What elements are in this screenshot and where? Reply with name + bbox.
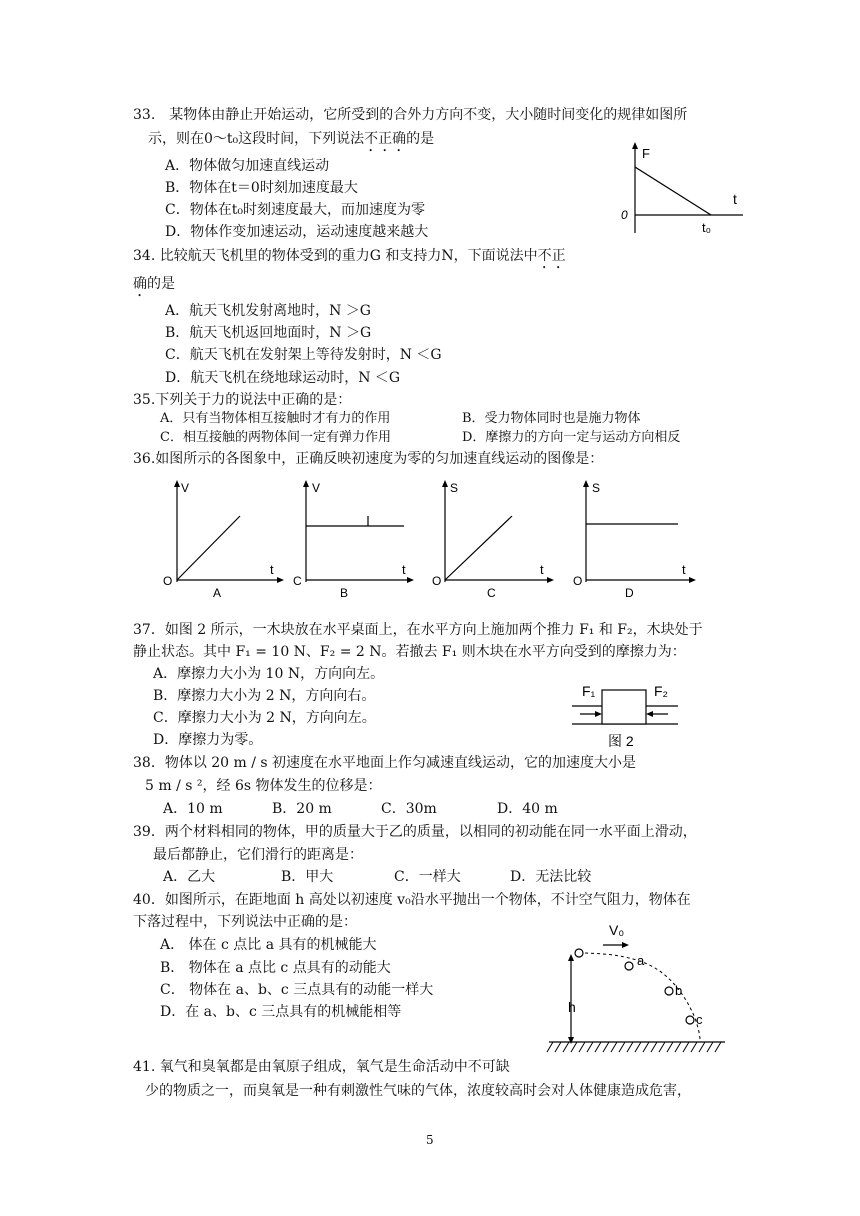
- q36-b-caption: B: [340, 586, 349, 600]
- q33-line1: 33. 某物体由静止开始运动，它所受到的合外力方向不变，大小随时间变化的规律如图所: [133, 107, 688, 123]
- q38-line2: 5 m / s ²，经 6s 物体发生的位移是：: [145, 778, 382, 794]
- q37-f1-label: F₁: [582, 683, 596, 699]
- q38-option-a: A．10 m: [163, 801, 223, 817]
- q34-option-b: B．航天飞机返回地面时，N ＞G: [165, 325, 372, 341]
- q36-line1: 36.如图所示的各图象中，正确反映初速度为零的匀加速直线运动的图像是：: [133, 451, 604, 467]
- q40-line2: 下落过程中，下列说法中正确的是：: [133, 914, 357, 930]
- q40-option-b: B． 物体在 a 点比 c 点具有的动能大: [160, 960, 391, 976]
- q40-point-c-label: c: [696, 1012, 703, 1027]
- q37-f2-label: F₂: [654, 683, 668, 699]
- q33-graph-y-label: F: [642, 146, 650, 161]
- q36-c-x-label: t: [540, 562, 544, 577]
- page-number: 5: [426, 1133, 434, 1147]
- q36-a-y-label: V: [181, 481, 190, 495]
- q36-b-y-label: V: [312, 481, 321, 495]
- q35-option-c: C．相互接触的两物体间一定有弹力作用: [160, 430, 391, 445]
- q36-a-caption: A: [213, 586, 222, 600]
- q40-point-b-label: b: [675, 983, 683, 998]
- q34-line2-post: 的是: [147, 276, 175, 292]
- q36-graph-b: [290, 476, 415, 601]
- q36-a-x-label: t: [270, 562, 274, 577]
- q36-c-y-label: S: [450, 481, 459, 495]
- q34-emphasis-1: 不正: [537, 248, 566, 264]
- q36-d-y-label: S: [592, 481, 601, 495]
- q34-option-d: D．航天飞机在绕地球运动时，N ＜G: [165, 370, 401, 386]
- q36-graph-c: [432, 476, 557, 601]
- q33-emphasis: 不正确: [364, 131, 407, 147]
- q39-option-b: B．甲大: [281, 869, 334, 885]
- q33-line2-post: 的是: [406, 131, 435, 147]
- q35-option-b: B．受力物体同时也是施力物体: [462, 411, 641, 426]
- q40-h-label: h: [568, 999, 576, 1015]
- q39-line1: 39．两个材料相同的物体，甲的质量大于乙的质量，以相同的初动能在同一水平面上滑动，: [133, 824, 697, 840]
- q37-option-b: B．摩擦力大小为 2 N，方向向右。: [153, 688, 376, 704]
- q36-d-x-label: t: [682, 562, 686, 577]
- q39-line2: 最后都静止，它们滑行的距离是：: [153, 847, 363, 863]
- q34-emphasis-2: 确: [133, 276, 147, 292]
- q33-option-c: C．物体在t₀时刻速度最大，而加速度为零: [165, 202, 425, 218]
- q41-line1: 41. 氧气和臭氧都是由氧原子组成，氧气是生命活动中不可缺: [133, 1059, 510, 1075]
- q35-option-a: A．只有当物体相互接触时才有力的作用: [160, 411, 391, 426]
- q33-line2-pre: 示，则在0～t₀这段时间，下列说法: [148, 131, 365, 147]
- q35-option-d: D．摩擦力的方向一定与运动方向相反: [462, 430, 681, 445]
- q33-option-b: B．物体在t＝0时刻加速度最大: [165, 180, 358, 196]
- q34-line1: [133, 247, 566, 272]
- q38-line1: 38．物体以 20 m / s 初速度在水平地面上作匀减速直线运动，它的加速度大小是: [133, 755, 637, 771]
- q36-a-origin: O: [163, 574, 173, 588]
- q38-option-d: D．40 m: [497, 801, 558, 817]
- q39-option-c: C．一样大: [394, 869, 461, 885]
- q34-option-a: A．航天飞机发射离地时，N ＞G: [165, 303, 371, 319]
- q39-option-a: A．乙大: [163, 869, 216, 885]
- q40-v0-label: V₀: [609, 922, 625, 938]
- q38-option-b: B．20 m: [272, 801, 332, 817]
- q33-option-d: D．物体作变加速运动，运动速度越来越大: [165, 224, 429, 240]
- q33-graph-x-tick: t₀: [702, 220, 712, 235]
- q39-option-d: D．无法比较: [510, 869, 592, 885]
- q36-graph-a: [160, 476, 285, 601]
- q34-line1-pre: 34. 比较航天飞机里的物体受到的重力G 和支持力N，下面说法中: [133, 248, 538, 264]
- q36-graph-d: [570, 476, 698, 601]
- q36-d-origin: O: [573, 574, 583, 588]
- q36-c-origin: O: [432, 574, 442, 588]
- q37-option-a: A．摩擦力大小为 10 N，方向向左。: [153, 666, 385, 682]
- q34-option-c: C．航天飞机在发射架上等待发射时，N ＜G: [165, 347, 442, 363]
- q37-figure-caption: 图 2: [608, 733, 634, 749]
- q33-option-a: A．物体做匀加速直线运动: [165, 158, 330, 174]
- q36-d-caption: D: [625, 586, 634, 600]
- q37-option-d: D．摩擦力为零。: [153, 732, 263, 748]
- q33-graph-origin: 0: [621, 208, 628, 222]
- q33-line2: [148, 130, 434, 155]
- q37-line1: 37．如图 2 所示，一木块放在水平桌面上，在水平方向上施加两个推力 F₁ 和 F₂，木块处于: [133, 622, 703, 638]
- q36-c-caption: C: [487, 586, 496, 600]
- q33-force-time-graph: [615, 138, 750, 238]
- q40-option-c: C． 物体在 a、b、c 三点具有的动能一样大: [160, 982, 434, 998]
- q40-option-d: D．在 a、b、c 三点具有的机械能相等: [160, 1004, 402, 1020]
- q34-line2: [133, 275, 175, 300]
- q33-graph-x-label: t: [733, 191, 737, 207]
- q36-b-origin: C: [293, 574, 302, 588]
- q40-line1: 40．如图所示，在距地面 h 高处以初速度 v₀沿水平抛出一个物体，不计空气阻力，物体在: [133, 892, 691, 908]
- q36-b-x-label: t: [402, 562, 406, 577]
- q37-line2: 静止状态。其中 F₁ = 10 N、F₂ = 2 N。若撤去 F₁ 则木块在水平方向受到的摩擦力为：: [133, 644, 686, 660]
- q38-option-c: C．30m: [381, 801, 437, 817]
- q40-projectile-figure: [545, 918, 730, 1058]
- q37-option-c: C．摩擦力大小为 2 N，方向向左。: [153, 710, 376, 726]
- q40-point-a-label: a: [637, 953, 645, 968]
- q40-option-a: A． 体在 c 点比 a 具有的机械能大: [160, 937, 377, 953]
- q41-line2: 少的物质之一，而臭氧是一种有刺激性气味的气体，浓度较高时会对人体健康造成危害，: [145, 1083, 691, 1099]
- q35-line1: 35.下列关于力的说法中正确的是：: [133, 392, 352, 408]
- q37-block-figure: [568, 680, 683, 750]
